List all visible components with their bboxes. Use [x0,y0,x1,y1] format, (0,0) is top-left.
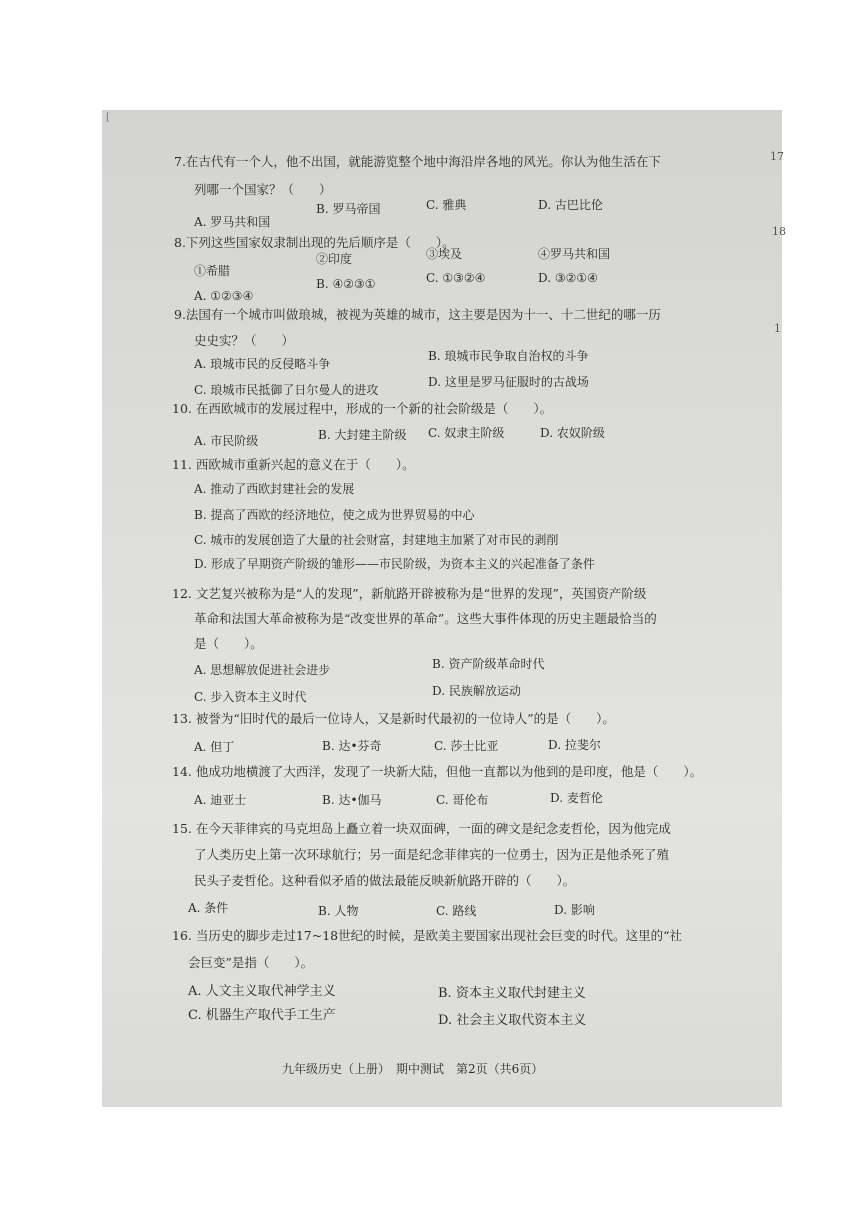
question-14-option-a: A. 迪亚士 [194,793,247,807]
exam-page-photo [102,110,786,1107]
question-8-option-d: D. ③②①④ [538,271,598,285]
question-8-item-3: ③埃及 [426,247,463,261]
question-11-option-b: B. 提高了西欧的经济地位，使之成为世界贸易的中心 [194,508,475,522]
question-8-item-2: ②印度 [316,252,353,266]
margin-number: 18 [772,225,786,238]
question-8-item-1: ①希腊 [194,264,231,278]
question-9-option-c: C. 琅城市民抵御了日尔曼人的进攻 [194,383,379,397]
question-10-option-a: A. 市民阶级 [194,434,259,448]
question-15-line-3: 民头子麦哲伦。这种看似矛盾的做法最能反映新航路开辟的（ ）。 [194,873,576,888]
question-7-option-a: A. 罗马共和国 [194,215,271,229]
margin-number: 1 [774,322,781,335]
question-12-option-c: C. 步入资本主义时代 [194,690,307,704]
question-13-option-b: B. 达•芬奇 [322,739,382,753]
question-11-stem: 11. 西欧城市重新兴起的意义在于（ ）。 [172,457,415,472]
question-15-option-a: A. 条件 [188,901,229,915]
corner-mark: [ [106,112,110,123]
question-7-line-1: 7.在古代有一个人，他不出国，就能游览整个地中海沿岸各地的风光。你认为他生活在下 [174,154,661,169]
question-11-option-a: A. 推动了西欧封建社会的发展 [194,482,355,496]
question-11-option-c: C. 城市的发展创造了大量的社会财富，封建地主加紧了对市民的剥削 [194,533,559,547]
question-13-stem: 13. 被誉为“旧时代的最后一位诗人，又是新时代最初的一位诗人”的是（ ）。 [172,711,615,726]
question-7-option-c: C. 雅典 [426,198,467,212]
question-10-option-c: C. 奴隶主阶级 [428,426,505,440]
question-11-option-d: D. 形成了早期资产阶级的雏形——市民阶级，为资本主义的兴起准备了条件 [194,557,595,571]
question-8-option-c: C. ①③②④ [426,271,486,285]
question-10-option-b: B. 大封建主阶级 [318,428,407,442]
question-12-line-1: 12. 文艺复兴被称为是“人的发现”，新航路开辟被称为是“世界的发现”，英国资产阶级 [172,586,647,601]
question-9-option-d: D. 这里是罗马征服时的古战场 [428,375,589,389]
question-12-option-a: A. 思想解放促进社会进步 [194,663,331,677]
question-9-option-b: B. 琅城市民争取自治权的斗争 [428,349,589,363]
question-16-option-d: D. 社会主义取代资本主义 [438,1013,587,1028]
question-7-option-b: B. 罗马帝国 [316,202,381,216]
question-14-option-b: B. 达•伽马 [322,793,382,807]
question-12-option-d: D. 民族解放运动 [432,684,521,698]
question-16-option-b: B. 资本主义取代封建主义 [438,986,586,1001]
question-15-line-2: 了人类历史上第一次环球航行；另一面是纪念菲律宾的一位勇士，因为正是他杀死了殖 [194,847,670,862]
question-12-line-3: 是（ ）。 [194,636,263,651]
question-10-option-d: D. 农奴阶级 [540,426,605,440]
question-16-option-c: C. 机器生产取代手工生产 [188,1008,336,1023]
question-8-item-4: ④罗马共和国 [538,247,611,261]
question-13-option-d: D. 拉斐尔 [548,738,601,752]
question-15-option-d: D. 影响 [554,903,595,917]
question-12-option-b: B. 资产阶级革命时代 [432,657,545,671]
question-15-option-b: B. 人物 [318,904,359,918]
question-13-option-c: C. 莎士比亚 [434,739,499,753]
question-14-option-c: C. 哥伦布 [436,793,489,807]
question-9-option-a: A. 琅城市民的反侵略斗争 [194,357,331,371]
question-16-line-2: 会巨变”是指（ ）。 [188,955,314,970]
question-8-option-b: B. ④②③① [316,277,376,291]
margin-number: 17 [770,150,784,163]
question-16-option-a: A. 人文主义取代神学主义 [188,984,336,999]
question-8-option-a: A. ①②③④ [194,289,254,303]
page-footer: 九年级历史（上册） 期中测试 第2页（共6页） [282,1062,544,1076]
question-9-line-1: 9.法国有一个城市叫做琅城，被视为英雄的城市，这主要是因为十一、十二世纪的哪一历 [174,307,661,322]
question-16-line-1: 16. 当历史的脚步走过17~18世纪的时候，是欧美主要国家出现社会巨变的时代。这里的“社 [172,928,683,943]
question-10-stem: 10. 在西欧城市的发展过程中，形成的一个新的社会阶级是（ ）。 [172,401,553,416]
question-7-line-2: 列哪一个国家？（ ） [194,182,332,197]
question-12-line-2: 革命和法国大革命被称为是“改变世界的革命”。这些大事件体现的历史主题最恰当的 [194,611,657,626]
question-15-line-1: 15. 在今天菲律宾的马克坦岛上矗立着一块双面碑，一面的碑文是纪念麦哲伦，因为他完成 [172,821,671,836]
question-13-option-a: A. 但丁 [194,740,235,754]
question-15-option-c: C. 路线 [436,904,477,918]
question-8-stem: 8.下列这些国家奴隶制出现的先后顺序是（ ）。 [174,235,455,250]
question-14-option-d: D. 麦哲伦 [550,791,603,805]
question-7-option-d: D. 古巴比伦 [538,198,603,212]
question-14-stem: 14. 他成功地横渡了大西洋，发现了一块新大陆，但他一直都以为他到的是印度，他是（ ）。 [172,764,703,779]
question-9-line-2: 史史实？（ ） [194,333,295,348]
